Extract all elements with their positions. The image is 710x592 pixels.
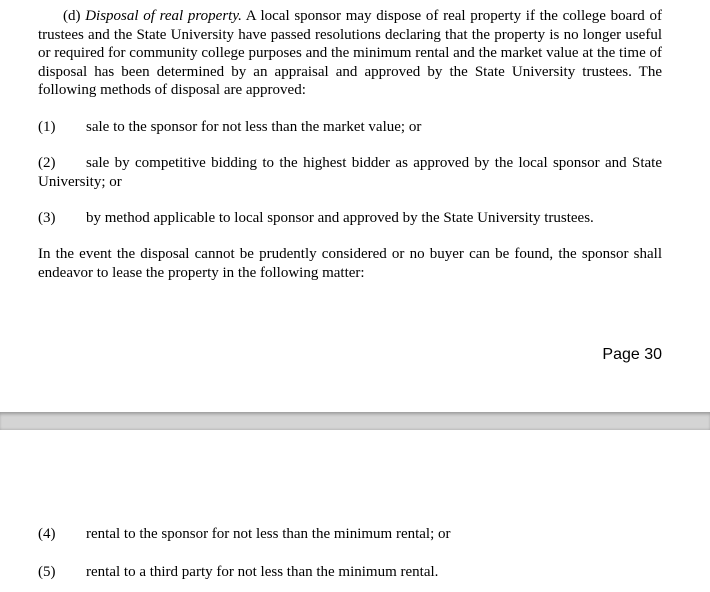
page-number: Page 30 bbox=[602, 346, 662, 363]
section-heading: Disposal of real property. bbox=[85, 8, 242, 24]
list-item-text: sale by competitive bidding to the highest bidder as approved by the local sponsor and State University; or bbox=[38, 155, 662, 190]
list-item-text: by method applicable to local sponsor and approved by the State University trustees. bbox=[86, 210, 594, 226]
list-item-text: rental to the sponsor for not less than the minimum rental; or bbox=[86, 526, 451, 542]
list-item-number: (1) bbox=[38, 119, 56, 135]
list-item-number: (5) bbox=[38, 564, 56, 580]
list-item-5 bbox=[38, 563, 662, 582]
paragraph-body: A local sponsor may dispose of real property if the college board of trustees and the State University have passed resolutions declaring that the property is no longer useful or required for community college purposes and the minimum rental and the market value at the time of disposal has been determined by an appraisal and approved by the State University trustees. The following methods of disposal are approved: bbox=[38, 8, 662, 98]
list-item-number: (4) bbox=[38, 526, 56, 542]
list-item-number: (2) bbox=[38, 155, 56, 171]
list-item-1 bbox=[38, 118, 662, 137]
paragraph-prefix: (d) bbox=[63, 8, 86, 24]
document-page-31 bbox=[0, 430, 710, 592]
page-break-gap bbox=[0, 412, 710, 430]
list-item-text: rental to a third party for not less than the minimum rental. bbox=[86, 564, 439, 580]
paragraph-lease-intro: In the event the disposal cannot be prudently considered or no buyer can be found, the sponsor shall endeavor to lease the property in the following matter: bbox=[38, 246, 662, 281]
list-item-2 bbox=[38, 154, 662, 191]
list-item-number: (3) bbox=[38, 210, 56, 226]
list-item-text: sale to the sponsor for not less than the market value; or bbox=[86, 119, 422, 135]
list-item-4 bbox=[38, 525, 662, 544]
list-item-3 bbox=[38, 209, 662, 228]
paragraph-disposal-intro bbox=[38, 7, 662, 100]
